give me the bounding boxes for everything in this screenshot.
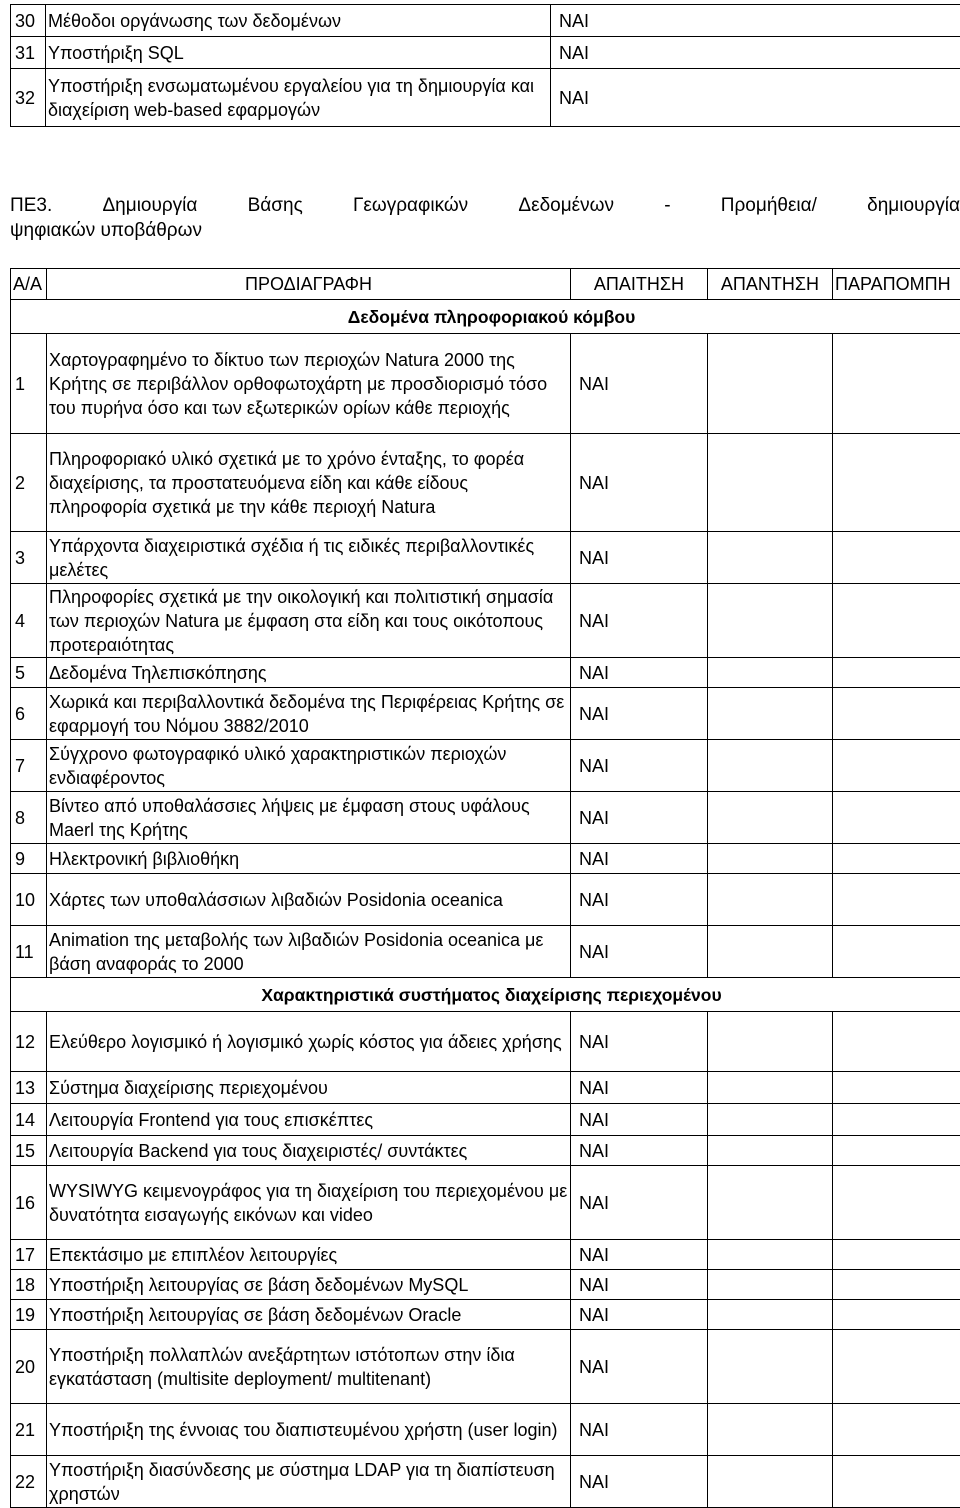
row-requirement: ΝΑΙ <box>571 1456 708 1508</box>
row-requirement: ΝΑΙ <box>571 1404 708 1456</box>
table-row <box>11 740 960 792</box>
table-row <box>11 792 960 844</box>
row-number: 8 <box>11 792 47 844</box>
row-number: 20 <box>11 1330 47 1404</box>
row-description: Επεκτάσιμο με επιπλέον λειτουργίες <box>47 1240 571 1270</box>
table-row <box>11 1300 960 1330</box>
row-requirement: ΝΑΙ <box>571 1104 708 1136</box>
row-description: Βίντεο από υποθαλάσσιες λήψεις με έμφαση στους υφάλους Maerl της Κρήτης <box>47 792 571 844</box>
row-requirement: ΝΑΙ <box>571 1300 708 1330</box>
row-reference[interactable] <box>833 844 960 874</box>
row-reference[interactable] <box>833 926 960 978</box>
group-title: Δεδομένα πληροφοριακού κόμβου <box>11 300 960 334</box>
table-row <box>11 688 960 740</box>
row-response[interactable] <box>708 434 833 532</box>
row-number: 22 <box>11 1456 47 1508</box>
row-requirement: ΝΑΙ <box>571 532 708 584</box>
row-reference[interactable] <box>833 1240 960 1270</box>
row-description: Υποστήριξη λειτουργίας σε βάση δεδομένων Oracle <box>47 1300 571 1330</box>
section-heading-line1 <box>10 193 960 218</box>
table-row <box>11 926 960 978</box>
row-description: Σύστημα διαχείρισης περιεχομένου <box>47 1072 571 1104</box>
header-aa: Α/Α <box>11 269 47 300</box>
row-description: Χαρτογραφημένο το δίκτυο των περιοχών Natura 2000 της Κρήτης σε περιβάλλον ορθοφωτοχάρτη με προσδιορισμό τόσο του πυρήνα όσο και των εξωτερικών ορίων κάθε περιοχής <box>47 334 571 434</box>
row-response[interactable] <box>708 1240 833 1270</box>
row-requirement: ΝΑΙ <box>571 1166 708 1240</box>
row-number: 16 <box>11 1166 47 1240</box>
row-reference[interactable] <box>833 688 960 740</box>
row-number: 30 <box>11 5 46 37</box>
row-description: Χωρικά και περιβαλλοντικά δεδομένα της Περιφέρειας Κρήτης σε εφαρμογή του Νόμου 3882/2010 <box>47 688 571 740</box>
row-response[interactable] <box>708 844 833 874</box>
heading-word: Βάσης <box>248 193 303 218</box>
row-requirement: ΝΑΙ <box>571 1136 708 1166</box>
row-description: Πληροφοριακό υλικό σχετικά με το χρόνο ένταξης, το φορέα διαχείρισης, τα προστατευόμενα είδη και κάθε είδους πληροφορία σχετικά με την κάθε περιοχή Natura <box>47 434 571 532</box>
row-response[interactable] <box>708 1456 833 1508</box>
row-response[interactable] <box>708 874 833 926</box>
row-description: Σύγχρονο φωτογραφικό υλικό χαρακτηριστικών περιοχών ενδιαφέροντος <box>47 740 571 792</box>
table-row <box>11 658 960 688</box>
header-req: ΑΠΑΙΤΗΣΗ <box>571 269 708 300</box>
row-description: Υποστήριξη διασύνδεσης με σύστημα LDAP για τη διαπίστευση χρηστών <box>47 1456 571 1508</box>
table-header-row <box>11 269 960 300</box>
heading-word: δημιουργία <box>867 193 960 218</box>
row-response[interactable] <box>708 1104 833 1136</box>
row-requirement: ΝΑΙ <box>551 37 960 69</box>
row-reference[interactable] <box>833 1136 960 1166</box>
table-row <box>11 1012 960 1072</box>
row-response[interactable] <box>708 658 833 688</box>
row-response[interactable] <box>708 584 833 658</box>
row-response[interactable] <box>708 740 833 792</box>
section-heading <box>10 193 960 243</box>
row-number: 21 <box>11 1404 47 1456</box>
table-row <box>11 844 960 874</box>
row-requirement: ΝΑΙ <box>571 740 708 792</box>
table-row <box>11 334 960 434</box>
header-resp: ΑΠΑΝΤΗΣΗ <box>708 269 833 300</box>
row-number: 12 <box>11 1012 47 1072</box>
row-description: Υποστήριξη της έννοιας του διαπιστευμένου χρήστη (user login) <box>47 1404 571 1456</box>
row-number: 1 <box>11 334 47 434</box>
row-number: 2 <box>11 434 47 532</box>
row-response[interactable] <box>708 1136 833 1166</box>
header-spec: ΠΡΟΔΙΑΓΡΑΦΗ <box>47 269 571 300</box>
row-number: 5 <box>11 658 47 688</box>
row-requirement: ΝΑΙ <box>571 334 708 434</box>
heading-word: Δεδομένων <box>518 193 614 218</box>
row-number: 15 <box>11 1136 47 1166</box>
row-requirement: ΝΑΙ <box>571 1330 708 1404</box>
heading-word: - <box>664 193 670 218</box>
row-response[interactable] <box>708 1270 833 1300</box>
heading-word: Γεωγραφικών <box>353 193 468 218</box>
section-heading-line2: ψηφιακών υποβάθρων <box>10 218 960 243</box>
row-description: Δεδομένα Τηλεπισκόπησης <box>47 658 571 688</box>
row-description: Ηλεκτρονική βιβλιοθήκη <box>47 844 571 874</box>
row-description: Λειτουργία Frontend για τους επισκέπτες <box>47 1104 571 1136</box>
row-number: 7 <box>11 740 47 792</box>
row-number: 32 <box>11 69 46 127</box>
row-number: 3 <box>11 532 47 584</box>
row-reference[interactable] <box>833 1330 960 1404</box>
table-row <box>11 1270 960 1300</box>
row-response[interactable] <box>708 532 833 584</box>
row-reference[interactable] <box>833 1012 960 1072</box>
row-response[interactable] <box>708 926 833 978</box>
heading-word: ΠΕ3. <box>10 193 52 218</box>
row-requirement: ΝΑΙ <box>571 926 708 978</box>
row-number: 13 <box>11 1072 47 1104</box>
table-row <box>11 1456 960 1508</box>
row-reference[interactable] <box>833 1456 960 1508</box>
group-title-row <box>11 300 960 334</box>
row-description: Υποστήριξη πολλαπλών ανεξάρτητων ιστότοπων στην ίδια εγκατάσταση (multisite deployment/ multitenant) <box>47 1330 571 1404</box>
table-row <box>11 69 960 127</box>
row-description: Ελεύθερο λογισμικό ή λογισμικό χωρίς κόστος για άδειες χρήσης <box>47 1012 571 1072</box>
row-number: 17 <box>11 1240 47 1270</box>
row-response[interactable] <box>708 334 833 434</box>
heading-word: Προμήθεια/ <box>721 193 817 218</box>
row-requirement: ΝΑΙ <box>571 658 708 688</box>
row-response[interactable] <box>708 1012 833 1072</box>
row-reference[interactable] <box>833 1300 960 1330</box>
table-row <box>11 1240 960 1270</box>
group-title: Χαρακτηριστικά συστήματος διαχείρισης περιεχομένου <box>11 978 960 1012</box>
row-reference[interactable] <box>833 1104 960 1136</box>
row-requirement: ΝΑΙ <box>571 844 708 874</box>
row-reference[interactable] <box>833 874 960 926</box>
row-requirement: ΝΑΙ <box>551 5 960 37</box>
row-requirement: ΝΑΙ <box>571 1270 708 1300</box>
row-requirement: ΝΑΙ <box>551 69 960 127</box>
row-number: 9 <box>11 844 47 874</box>
row-requirement: ΝΑΙ <box>571 792 708 844</box>
row-requirement: ΝΑΙ <box>571 688 708 740</box>
row-number: 10 <box>11 874 47 926</box>
row-description: Υπάρχοντα διαχειριστικά σχέδια ή τις ειδικές περιβαλλοντικές μελέτες <box>47 532 571 584</box>
row-requirement: ΝΑΙ <box>571 584 708 658</box>
row-response[interactable] <box>708 1072 833 1104</box>
row-description: WYSIWYG κειμενογράφος για τη διαχείριση του περιεχομένου με δυνατότητα εισαγωγής εικόνων και video <box>47 1166 571 1240</box>
spec-table <box>10 268 960 1508</box>
row-reference[interactable] <box>833 792 960 844</box>
row-response[interactable] <box>708 792 833 844</box>
row-reference[interactable] <box>833 532 960 584</box>
table-row <box>11 584 960 658</box>
row-response[interactable] <box>708 1300 833 1330</box>
row-reference[interactable] <box>833 1404 960 1456</box>
table-row <box>11 1136 960 1166</box>
row-requirement: ΝΑΙ <box>571 434 708 532</box>
row-description: Μέθοδοι οργάνωσης των δεδομένων <box>46 5 551 37</box>
group-title-row <box>11 978 960 1012</box>
row-number: 31 <box>11 37 46 69</box>
row-number: 19 <box>11 1300 47 1330</box>
row-reference[interactable] <box>833 740 960 792</box>
table-row <box>11 5 960 37</box>
header-ref: ΠΑΡΑΠΟΜΠΗ <box>833 269 960 300</box>
row-response[interactable] <box>708 688 833 740</box>
row-number: 18 <box>11 1270 47 1300</box>
row-reference[interactable] <box>833 658 960 688</box>
row-description: Υποστήριξη ενσωματωμένου εργαλείου για τη δημιουργία και διαχείριση web-based εφαρμογών <box>46 69 551 127</box>
row-number: 4 <box>11 584 47 658</box>
row-reference[interactable] <box>833 434 960 532</box>
table-row <box>11 1404 960 1456</box>
row-description: Χάρτες των υποθαλάσσιων λιβαδιών Posidonia oceanica <box>47 874 571 926</box>
row-number: 11 <box>11 926 47 978</box>
row-requirement: ΝΑΙ <box>571 1012 708 1072</box>
row-description: Υποστήριξη λειτουργίας σε βάση δεδομένων MySQL <box>47 1270 571 1300</box>
table-row <box>11 434 960 532</box>
row-reference[interactable] <box>833 1072 960 1104</box>
previous-spec-table <box>10 4 960 127</box>
row-reference[interactable] <box>833 584 960 658</box>
table-row <box>11 37 960 69</box>
row-requirement: ΝΑΙ <box>571 1240 708 1270</box>
table-row <box>11 1104 960 1136</box>
table-row <box>11 1166 960 1240</box>
table-row <box>11 874 960 926</box>
row-reference[interactable] <box>833 1166 960 1240</box>
row-reference[interactable] <box>833 334 960 434</box>
table-row <box>11 1072 960 1104</box>
row-description: Animation της μεταβολής των λιβαδιών Posidonia oceanica με βάση αναφοράς το 2000 <box>47 926 571 978</box>
row-requirement: ΝΑΙ <box>571 1072 708 1104</box>
row-description: Πληροφορίες σχετικά με την οικολογική και πολιτιστική σημασία των περιοχών Natura με έμφαση στα είδη και τους οικότοπους προτεραιότητας <box>47 584 571 658</box>
row-response[interactable] <box>708 1166 833 1240</box>
table-row <box>11 1330 960 1404</box>
heading-word: Δημιουργία <box>102 193 197 218</box>
row-number: 6 <box>11 688 47 740</box>
row-description: Λειτουργία Backend για τους διαχειριστές/ συντάκτες <box>47 1136 571 1166</box>
row-description: Υποστήριξη SQL <box>46 37 551 69</box>
row-reference[interactable] <box>833 1270 960 1300</box>
table-row <box>11 532 960 584</box>
row-response[interactable] <box>708 1330 833 1404</box>
row-response[interactable] <box>708 1404 833 1456</box>
row-requirement: ΝΑΙ <box>571 874 708 926</box>
row-number: 14 <box>11 1104 47 1136</box>
